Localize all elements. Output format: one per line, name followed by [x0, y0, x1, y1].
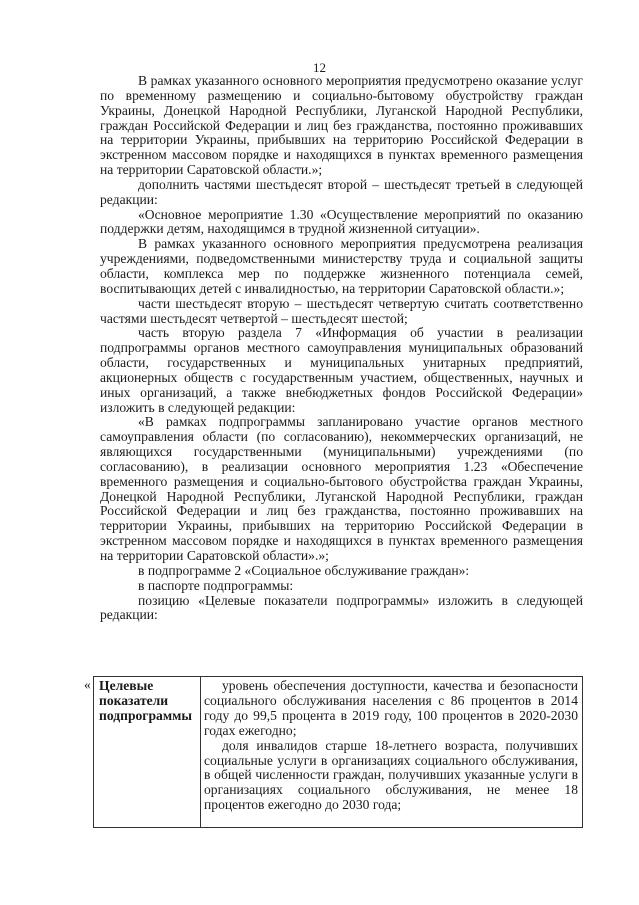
paragraph: «Основное мероприятие 1.30 «Осуществление мероприятий по оказанию поддержки детям, находящимся в трудной жизненной ситуации».	[100, 206, 583, 237]
paragraph: часть вторую раздела 7 «Информация об участии в реализации подпрограммы органов местного самоуправления муниципальных образований области, государственных и муниципальных унитарных предприятий, акционерных обществ с государственным участием, общественных, научных и иных организаций, а также внебюджетных фондов Российской Федерации» изложить в следующей редакции:	[100, 325, 583, 415]
table-column-divider	[200, 677, 201, 827]
paragraph: В рамках указанного основного мероприятия предусмотрена реализация учреждениями, подведомственными министерству труда и социальной защиты области, комплекса мер по поддержке жизненного потенциала семей, воспитывающих детей с инвалидностью, на территории Саратовской области.»;	[100, 236, 583, 296]
document-body	[100, 74, 583, 623]
paragraph: В рамках указанного основного мероприятия предусмотрено оказание услуг по временному размещению и социально-бытовому обустройству граждан Украины, Донецкой Народной Республики, Луганской Народной Республики, граждан Российской Федерации и лиц без гражданства, постоянно проживавших на территории Украины, прибывших на территорию Российской Федерации в экстренном массовом порядке и находящихся в пунктах временного размещения на территории Саратовской области.»;	[100, 73, 583, 178]
paragraph: в паспорте подпрограммы:	[138, 577, 294, 593]
paragraph: «В рамках подпрограммы запланировано участие органов местного самоуправления области (по согласованию), некоммерческих организаций, не являющихся государственными (муниципальными) учреждениями (по согласованию), в реализации основного мероприятия 1.23 «Обеспечение временного размещения и социально-бытового обустройства граждан Украины, Донецкой Народной Республики, Луганской Народной Республики, граждан Российской Федерации и лиц без гражданства, постоянно проживавших на территории Украины, прибывших на территорию Российской Федерации в экстренном массовом порядке и находящихся в пунктах временного размещения на территории Саратовской области».»;	[100, 414, 583, 563]
paragraph: в подпрограмме 2 «Социальное обслуживание граждан»:	[138, 562, 470, 578]
paragraph: дополнить частями шестьдесят второй – шестьдесят третьей в следующей редакции:	[100, 176, 583, 207]
target-item: уровень обеспечения доступности, качества и безопасности социального обслуживания населения с 86 процентов в 2014 году до 99,5 процента в 2019 году, 100 процентов в 2020-2030 годах ежегодно;	[204, 678, 578, 738]
paragraph: позицию «Целевые показатели подпрограммы» изложить в следующей редакции:	[100, 592, 583, 623]
target-item: доля инвалидов старше 18-летнего возраста, получивших социальные услуги в организациях социального обслуживания, в общей численности граждан, получивших указанные услуги в организациях социального обслуживания, не менее 18 процентов ежегодно до 2030 года;	[204, 737, 578, 813]
table-value-cell	[204, 679, 578, 813]
table-label-cell: Целевые показатели подпрограммы	[99, 678, 192, 723]
page-number: 12	[313, 60, 326, 75]
targets-table	[93, 676, 583, 828]
paragraph: части шестьдесят вторую – шестьдесят четвертую считать соответственно частями шестьдесят четвертой – шестьдесят шестой;	[100, 295, 583, 326]
table-open-quote: «	[84, 677, 91, 692]
